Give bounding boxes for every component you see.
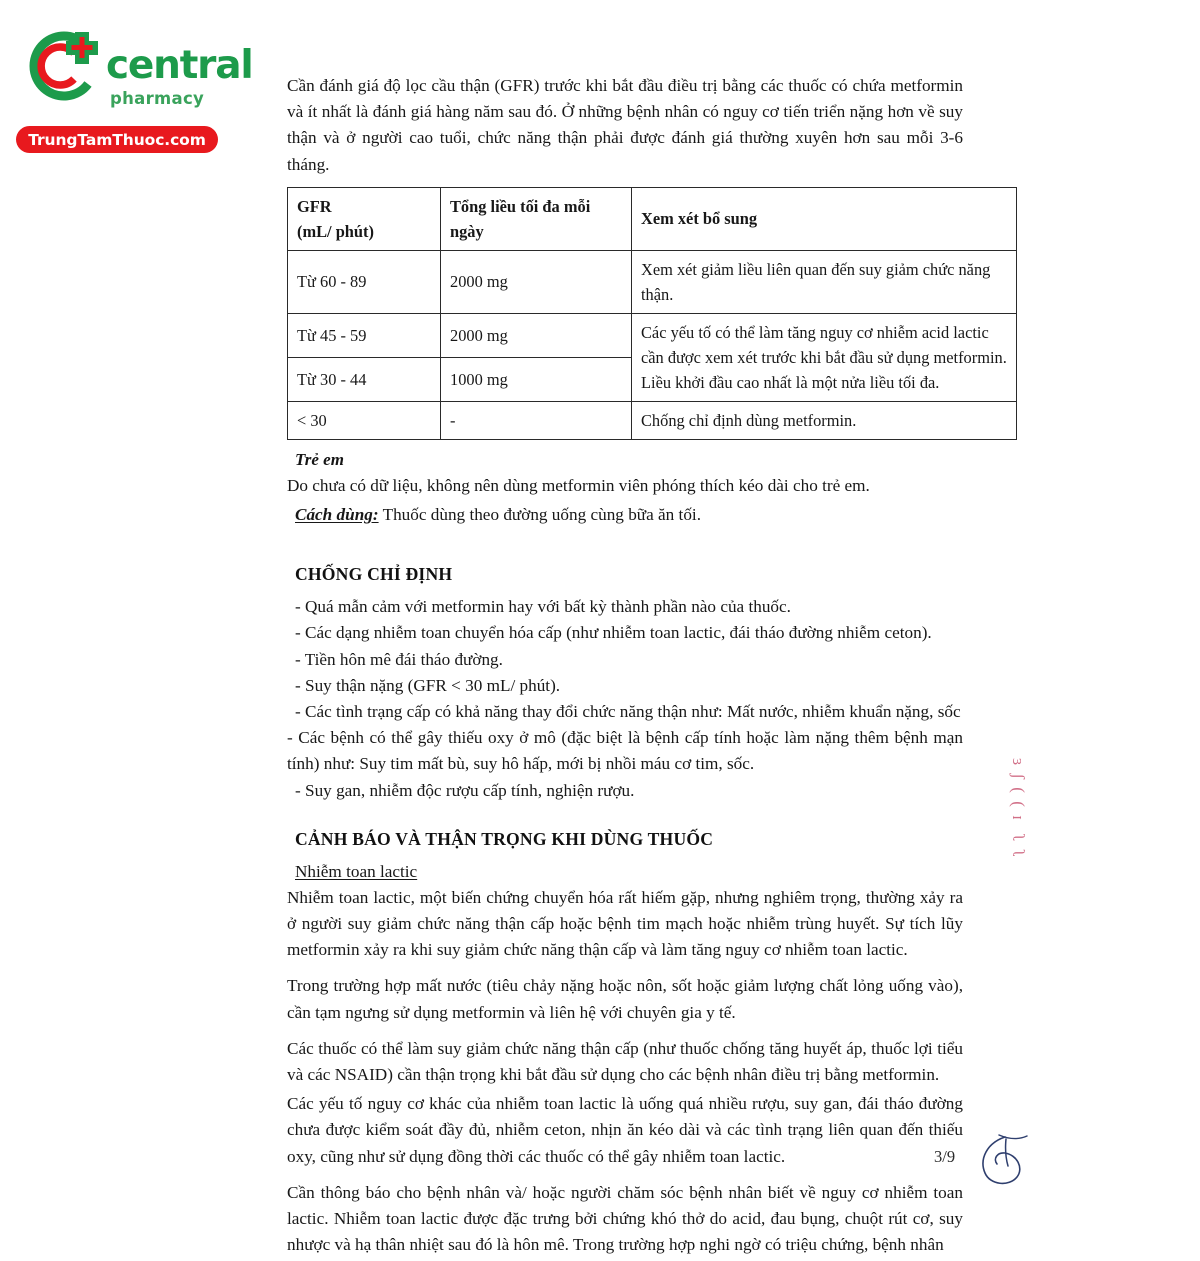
- logo-wordmark: central: [106, 43, 253, 88]
- cell-max-dose: -: [441, 401, 632, 439]
- handwritten-signature-icon: [975, 1131, 1031, 1189]
- list-item: - Quá mẫn cảm với metformin hay với bất kỳ thành phần nào của thuốc.: [295, 597, 791, 617]
- warnings-paragraph: Cần thông báo cho bệnh nhân và/ hoặc người chăm sóc bệnh nhân biết về nguy cơ nhiễm toan lactic. Nhiễm toan lactic được đặc trưng bởi chứng khó thở do acid, đau bụng, chuột rút cơ, suy nhược và hạ thân nhiệt sau đó là hôn mê. Trong trường hợp nghi ngờ có triệu chứng, bệnh nhân: [287, 1182, 963, 1255]
- table-row: [288, 250, 1017, 313]
- table-row: [288, 401, 1017, 439]
- spacer: [287, 1173, 963, 1180]
- spacer: [287, 531, 963, 561]
- spacer: [287, 1029, 963, 1036]
- cell-note-merged: [632, 313, 1017, 401]
- page-number: 3/9: [934, 1147, 956, 1166]
- header-gfr: [288, 187, 441, 250]
- header-gfr-line1: GFR: [297, 196, 332, 216]
- cell-note-line1: Các yếu tố có thể làm tăng nguy cơ nhiễm acid lactic cần được xem xét trước khi bắt đầu sử dụng metformin.: [641, 322, 1007, 367]
- children-heading: Trẻ em: [295, 449, 344, 469]
- list-item: - Suy gan, nhiễm độc rượu cấp tính, nghiện rượu.: [295, 780, 635, 800]
- spacer: [287, 966, 963, 973]
- red-margin-annotation: ɜ ʃ ( ( ɪ ʅ ʅ: [1009, 758, 1028, 860]
- gfr-dosing-table: [287, 187, 1017, 440]
- list-item: - Suy thận nặng (GFR < 30 mL/ phút).: [295, 675, 561, 695]
- intro-paragraph: Cần đánh giá độ lọc cầu thận (GFR) trước khi bắt đầu điều trị bằng các thuốc có chứa metformin và ít nhất là đánh giá hàng năm sau đó. Ở những bệnh nhân có nguy cơ tiến triển nặng hơn về suy thận và ở người cao tuổi, chức năng thận phải được đánh giá thường xuyên hơn sau mỗi 3-6 tháng.: [287, 76, 963, 174]
- cell-gfr-range: < 30: [288, 401, 441, 439]
- usage-label: Cách dùng:: [295, 505, 379, 525]
- children-text: Do chưa có dữ liệu, không nên dùng metformin viên phóng thích kéo dài cho trẻ em.: [287, 475, 870, 495]
- cell-gfr-range: Từ 45 - 59: [288, 313, 441, 357]
- usage-line: [287, 502, 963, 528]
- header-gfr-line2: (mL/ phút): [297, 221, 374, 241]
- list-item: - Các dạng nhiễm toan chuyển hóa cấp (như nhiễm toan lactic, đái tháo đường nhiễm ceton).: [295, 623, 932, 643]
- table-row: [288, 313, 1017, 357]
- branding-watermark: [14, 20, 253, 149]
- header-total-daily-dose: Tổng liều tối đa mỗi ngày: [441, 187, 632, 250]
- cell-note: Xem xét giảm liều liên quan đến suy giảm chức năng thận.: [632, 250, 1017, 313]
- warnings-paragraph: Nhiễm toan lactic, một biến chứng chuyển hóa rất hiếm gặp, nhưng nghiêm trọng, thường xảy ra ở người suy giảm chức năng thận cấp hoặc bệnh tim mạch hoặc nhiễm trùng huyết. Sự tích lũy metformin xảy ra khi suy giảm chức năng thận cấp và làm tăng nguy cơ nhiễm toan lactic.: [287, 887, 963, 960]
- warnings-heading: CẢNH BÁO VÀ THẬN TRỌNG KHI DÙNG THUỐC: [295, 828, 714, 849]
- cell-note-line2: Liều khởi đầu cao nhất là một nửa liều tối đa.: [641, 372, 940, 392]
- list-item: - Các tình trạng cấp có khả năng thay đổi chức năng thận như: Mất nước, nhiễm khuẩn nặng, sốc: [295, 702, 961, 722]
- spacer: [287, 587, 963, 594]
- spacer: [287, 852, 963, 859]
- central-pharmacy-logo-icon: [22, 26, 102, 106]
- warnings-subheading: Nhiễm toan lactic: [295, 861, 418, 881]
- header-additional-consideration: Xem xét bổ sung: [632, 187, 1017, 250]
- cell-max-dose: 1000 mg: [441, 357, 632, 401]
- table-header-row: [288, 187, 1017, 250]
- list-item: - Các bệnh có thể gây thiếu oxy ở mô (đặc biệt là bệnh cấp tính hoặc làm nặng thêm bệnh mạn tính) như: Suy tim mất bù, suy hô hấp, mới bị nhồi máu cơ tim, sốc.: [287, 728, 963, 774]
- warnings-paragraph: Các yếu tố nguy cơ khác của nhiễm toan lactic là uống quá nhiều rượu, suy gan, đái tháo đường chưa được kiểm soát đầy đủ, nhiễm ceton, nhịn ăn kéo dài và các tình trạng liên quan đến thiếu oxy, cũng như sử dụng đồng thời các thuốc có thể gây nhiễm toan lactic.: [287, 1094, 963, 1166]
- logo-tagline: pharmacy: [110, 89, 205, 108]
- contraindications-heading: CHỐNG CHỈ ĐỊNH: [295, 564, 453, 585]
- cell-gfr-range: Từ 60 - 89: [288, 250, 441, 313]
- site-banner-label: TrungTamThuoc.com: [28, 130, 206, 149]
- spacer: [287, 804, 963, 826]
- document-body: [287, 73, 1007, 1261]
- cell-note: Chống chỉ định dùng metformin.: [632, 401, 1017, 439]
- usage-text: Thuốc dùng theo đường uống cùng bữa ăn tối.: [378, 505, 701, 525]
- warnings-paragraph: Trong trường hợp mất nước (tiêu chảy nặng hoặc nôn, sốt hoặc giảm lượng chất lỏng uống vào), cần tạm ngưng sử dụng metformin và liên hệ với chuyên gia y tế.: [287, 976, 963, 1022]
- site-banner: [16, 126, 218, 153]
- list-item: - Tiền hôn mê đái tháo đường.: [295, 649, 503, 669]
- warnings-paragraph: Các thuốc có thể làm suy giảm chức năng thận cấp (như thuốc chống tăng huyết áp, thuốc lợi tiểu và các NSAID) cần thận trọng khi bắt đầu sử dụng cho các bệnh nhân điều trị bằng metformin.: [287, 1038, 963, 1085]
- cell-max-dose: 2000 mg: [441, 250, 632, 313]
- spacer: [287, 440, 963, 447]
- cell-max-dose: 2000 mg: [441, 313, 632, 357]
- cell-gfr-range: Từ 30 - 44: [288, 357, 441, 401]
